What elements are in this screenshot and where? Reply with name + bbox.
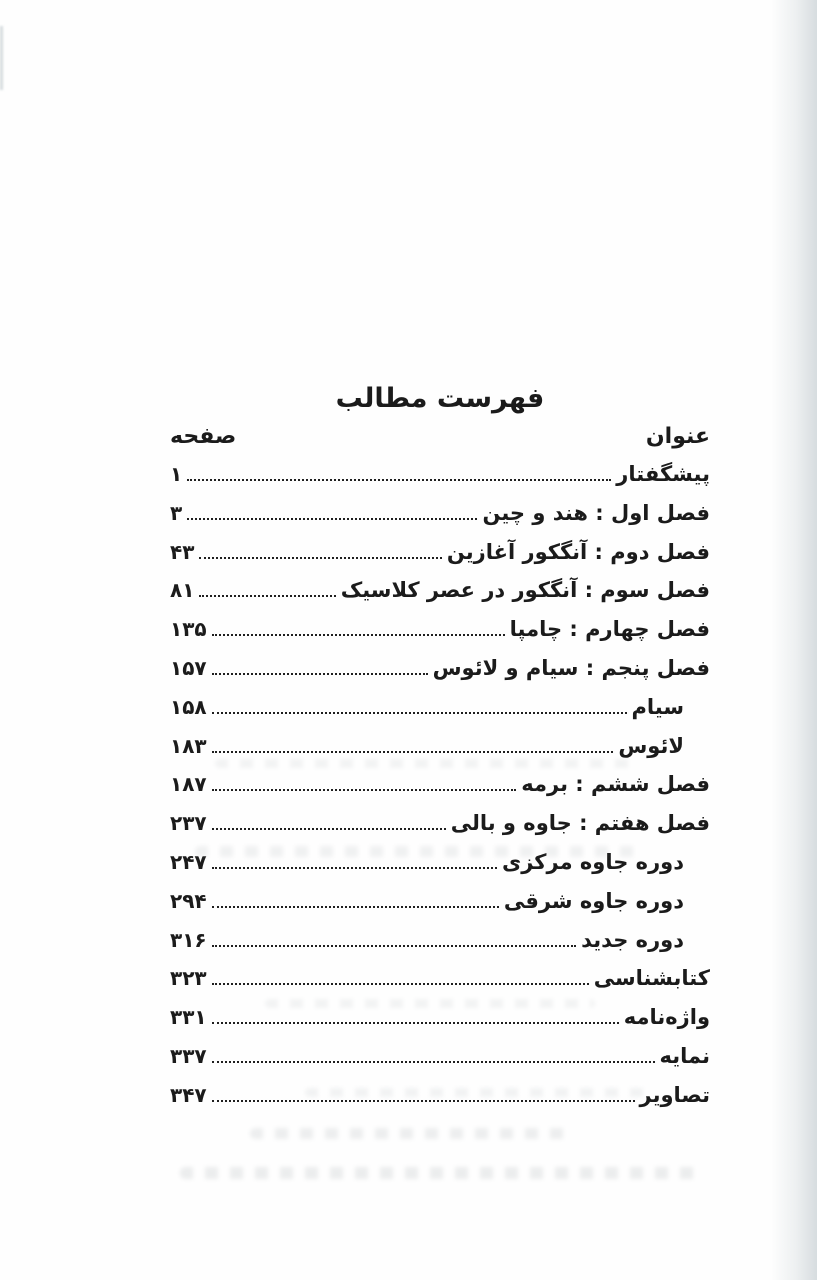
dot-leader (212, 789, 517, 791)
toc-entry-page-number: ۳۴۷ (170, 1082, 207, 1107)
table-of-contents (170, 382, 710, 1122)
toc-entry-page-number: ۱۸۳ (170, 733, 207, 758)
toc-entry (170, 1005, 710, 1044)
toc-entry-label: تصاویر (639, 1082, 710, 1107)
toc-entry-page-number: ۸۱ (170, 578, 195, 603)
toc-entry-label: فصل ششم : برمه (521, 772, 710, 797)
dot-leader (212, 867, 497, 869)
dot-leader (212, 906, 499, 908)
toc-entry-label: فصل دوم : آنگکور آغازین (446, 539, 710, 564)
toc-header-page-column: صفحه (170, 424, 237, 449)
dot-leader (212, 712, 627, 714)
toc-header-title-column: عنوان (645, 424, 710, 449)
toc-entry-label: دوره جاوه شرقی (503, 888, 684, 913)
toc-entry (170, 966, 710, 1005)
toc-entry-label: فصل سوم : آنگکور در عصر کلاسیک (340, 578, 710, 603)
dot-leader (212, 634, 505, 636)
bleedthrough-mark (250, 1128, 570, 1139)
toc-entry-label: فصل اول : هند و چین (482, 500, 710, 525)
toc-entry-label: فصل هفتم : جاوه و بالی (450, 811, 710, 836)
toc-entry (170, 501, 710, 540)
dot-leader (187, 479, 611, 481)
toc-entry-page-number: ۳۱۶ (170, 927, 207, 952)
toc-entry (170, 734, 710, 773)
toc-entry-label: پیشگفتار (616, 462, 710, 486)
toc-entry-page-number: ۲۳۷ (170, 811, 207, 836)
dot-leader (199, 557, 441, 559)
toc-entry (170, 811, 710, 850)
toc-entry-page-number: ۲۴۷ (170, 849, 207, 874)
toc-entry (170, 656, 710, 695)
toc-entry (170, 695, 710, 734)
toc-entry-page-number: ۲۹۴ (170, 888, 207, 913)
toc-entry (170, 462, 710, 501)
toc-entry-label: سیام (631, 694, 684, 719)
toc-entry-page-number: ۳۲۳ (170, 966, 207, 991)
toc-entry (170, 928, 710, 967)
toc-entry-page-number: ۱۸۷ (170, 772, 207, 797)
toc-entry (170, 850, 710, 889)
toc-entry-label: نمایه (659, 1043, 710, 1068)
bleedthrough-mark (180, 1167, 700, 1179)
toc-entry (170, 1044, 710, 1083)
dot-leader (212, 1100, 635, 1102)
scan-edge-artifact (0, 26, 3, 90)
dot-leader (212, 1061, 655, 1063)
dot-leader (212, 1022, 619, 1024)
toc-header (170, 424, 710, 458)
toc-entry-label: دوره جدید (581, 927, 684, 952)
toc-entry-page-number: ۳۳۷ (170, 1043, 207, 1068)
dot-leader (199, 595, 335, 597)
toc-entry-page-number: ۳۳۱ (170, 1005, 207, 1030)
dot-leader (212, 751, 614, 753)
dot-leader (212, 945, 576, 947)
toc-entry-page-number: ۱۵۷ (170, 655, 207, 680)
toc-entry-label: کتابشناسی (593, 966, 710, 991)
toc-entry (170, 540, 710, 579)
toc-entry-label: دوره جاوه مرکزی (502, 849, 684, 874)
dot-leader (212, 828, 446, 830)
toc-entry-page-number: ۱۵۸ (170, 694, 207, 719)
scan-edge-shadow (771, 0, 817, 1280)
toc-entry (170, 772, 710, 811)
dot-leader (212, 983, 589, 985)
toc-entry-page-number: ۱ (170, 462, 183, 486)
toc-entry (170, 889, 710, 928)
toc-entry-list (170, 462, 710, 1122)
dot-leader (187, 518, 477, 520)
toc-entry-page-number: ۴۳ (170, 539, 195, 564)
toc-entry (170, 1083, 710, 1122)
toc-entry (170, 578, 710, 617)
toc-entry-label: فصل پنجم : سیام و لائوس (432, 655, 710, 680)
toc-entry (170, 617, 710, 656)
toc-entry-label: واژه‌نامه (623, 1005, 710, 1030)
toc-entry-label: فصل چهارم : چامپا (509, 617, 710, 642)
toc-entry-page-number: ۱۳۵ (170, 617, 207, 642)
dot-leader (212, 673, 428, 675)
toc-entry-page-number: ۳ (170, 500, 183, 525)
page-title: فهرست مطالب (335, 383, 545, 414)
toc-entry-label: لائوس (618, 733, 684, 758)
